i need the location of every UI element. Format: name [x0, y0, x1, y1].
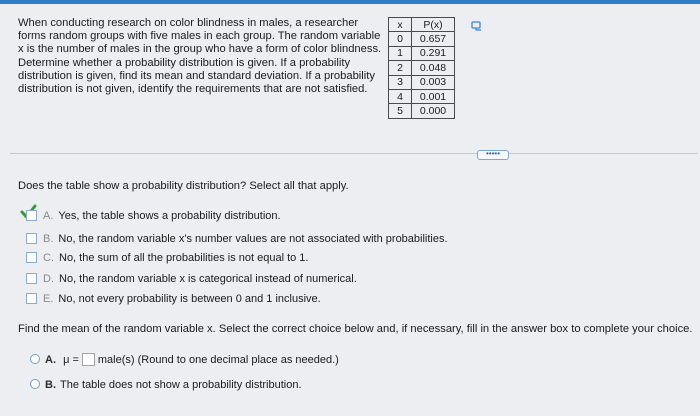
table-row: [389, 89, 455, 103]
mean-option-b[interactable]: [30, 378, 302, 392]
question-text: When conducting research on color blindness in males, a researcher forms random groups with five males in each group. The random variable x is the number of males in the group who have a form of color blindness. Determine whether a probability distribution is given. If a probability distribution is given, find its mean and standard deviation. If a probability distribution is not given, identify the requirements that are not satisfied.: [18, 17, 382, 96]
table-row: [389, 104, 455, 118]
column-header-x: x: [389, 18, 412, 32]
table-row: [389, 46, 455, 60]
expand-more-button[interactable]: •••••: [477, 150, 509, 160]
option-text: Yes, the table shows a probability distribution.: [58, 210, 281, 222]
option-letter: C.: [43, 252, 54, 264]
mean-option-a[interactable]: [30, 353, 339, 367]
section-divider: [10, 153, 698, 154]
px-cell: 0.003: [412, 75, 455, 89]
question-3-prompt: Find the mean of the random variable x. Select the correct choice below and, if necessary, fill in the answer box to complete your choice.: [18, 323, 693, 335]
px-cell: 0.001: [412, 89, 455, 103]
option-letter: B.: [45, 379, 56, 391]
mu-label: μ =: [63, 354, 79, 366]
option-letter: A.: [45, 354, 56, 366]
x-cell: 3: [389, 75, 412, 89]
option-a-text: male(s) (Round to one decimal place as needed.): [97, 354, 339, 366]
option-text: No, the random variable x's number values are not associated with probabilities.: [58, 233, 448, 245]
x-cell: 5: [389, 104, 412, 118]
px-cell: 0.000: [412, 104, 455, 118]
table-row: [389, 32, 455, 46]
table-header-row: [389, 18, 455, 32]
table-row: [389, 61, 455, 75]
option-a[interactable]: [26, 209, 281, 223]
option-letter: B.: [43, 233, 54, 245]
option-b-text: The table does not show a probability distribution.: [60, 379, 302, 391]
x-cell: 4: [389, 89, 412, 103]
option-e[interactable]: [26, 292, 321, 306]
x-cell: 2: [389, 61, 412, 75]
option-d[interactable]: [26, 272, 357, 286]
option-c[interactable]: [26, 251, 308, 265]
option-c-checkbox[interactable]: [26, 252, 37, 263]
question-2-prompt: Does the table show a probability distribution? Select all that apply.: [18, 180, 349, 192]
table-row: [389, 75, 455, 89]
option-a-checkbox[interactable]: [26, 210, 37, 221]
px-cell: 0.048: [412, 61, 455, 75]
option-d-checkbox[interactable]: [26, 273, 37, 284]
x-cell: 0: [389, 32, 412, 46]
option-letter: D.: [43, 273, 54, 285]
px-cell: 0.657: [412, 32, 455, 46]
x-cell: 1: [389, 46, 412, 60]
px-cell: 0.291: [412, 46, 455, 60]
option-b-checkbox[interactable]: [26, 233, 37, 244]
option-a-radio[interactable]: [30, 354, 40, 364]
column-header-px: P(x): [412, 18, 455, 32]
option-e-checkbox[interactable]: [26, 293, 37, 304]
option-text: No, the random variable x is categorical instead of numerical.: [59, 273, 357, 285]
option-text: No, not every probability is between 0 and 1 inclusive.: [58, 293, 321, 305]
copy-table-icon[interactable]: [471, 21, 483, 31]
option-b-radio[interactable]: [30, 379, 40, 389]
option-b[interactable]: [26, 232, 448, 246]
option-letter: E.: [43, 293, 54, 305]
mean-answer-input[interactable]: [82, 353, 95, 366]
option-text: No, the sum of all the probabilities is not equal to 1.: [59, 252, 309, 264]
probability-table: [388, 17, 455, 119]
option-letter: A.: [43, 210, 54, 222]
